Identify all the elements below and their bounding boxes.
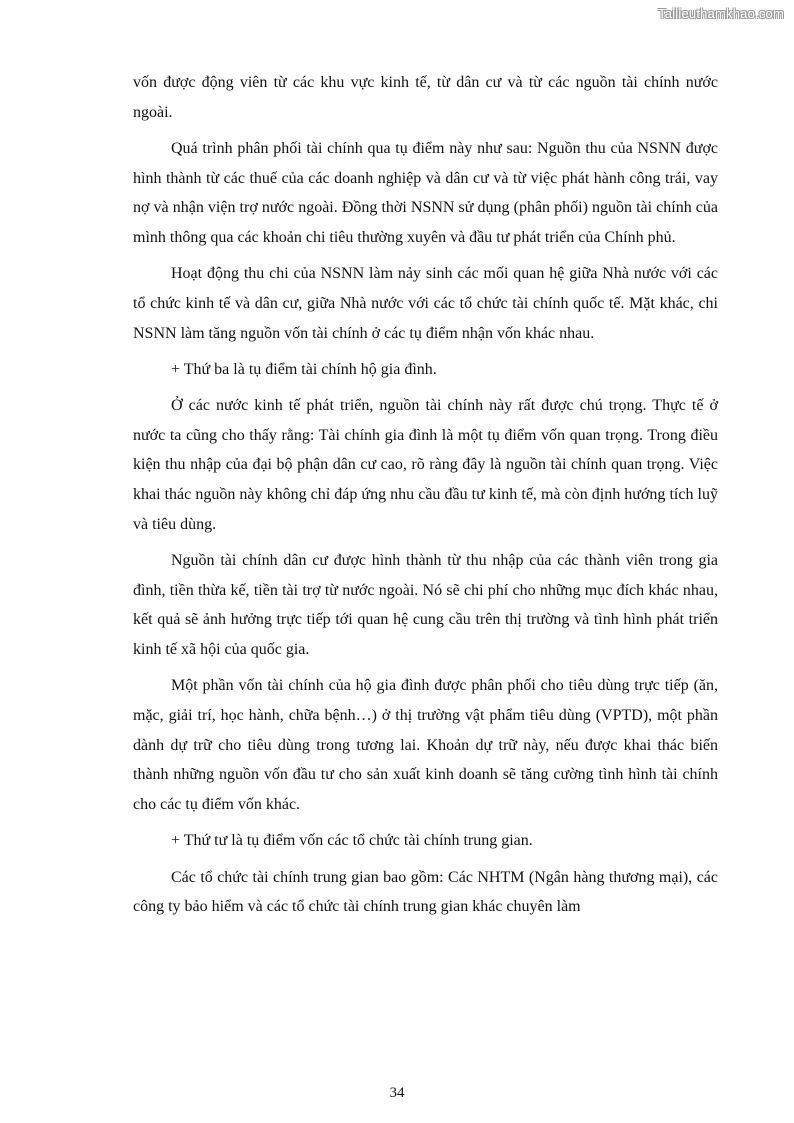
page-number: 34	[389, 1085, 405, 1101]
paragraph-household-finance: Ở các nước kinh tế phát triển, nguồn tài chính này rất được chú trọng. Thực tế ở nước ta cũng cho thấy rằng: Tài chính gia đình là một tụ điểm vốn quan trọng. Trong điều kiện thu nhập của đại bộ phận dân cư cao, rõ ràng đây là nguồn tài chính quan trọng. Việc khai thác nguồn này không chỉ đáp ứng nhu cầu đầu tư kinh tế, mà còn định hướng tích luỹ và tiêu dùng.	[133, 397, 718, 533]
paragraph-heading-fourth-point: + Thứ tư là tụ điểm vốn các tổ chức tài chính trung gian.	[171, 832, 533, 850]
paragraph-distribution-process: Quá trình phân phối tài chính qua tụ điểm này như sau: Nguồn thu của NSNN được hình thành từ các thuế của các doanh nghiệp và dân cư và từ việc phát hành công trái, vay nợ và nhận viện trợ nước ngoài. Đồng thời NSNN sử dụng (phân phối) nguồn tài chính của mình thông qua các khoản chi tiêu thường xuyên và đầu tư phát triển của Chính phủ.	[133, 139, 718, 247]
paragraph-continuation: vốn được động viên từ các khu vực kinh tế, từ dân cư và từ các nguồn tài chính nước ngoài.	[133, 74, 718, 121]
paragraph-nsnn-relations: Hoạt động thu chi của NSNN làm nảy sinh các mối quan hệ giữa Nhà nước với các tổ chức kinh tế và dân cư, giữa Nhà nước với các tổ chức tài chính quốc tế. Mặt khác, chi NSNN làm tăng nguồn vốn tài chính ở các tụ điểm nhận vốn khác nhau.	[133, 265, 718, 342]
paragraph-household-sources: Nguồn tài chính dân cư được hình thành từ thu nhập của các thành viên trong gia đình, tiền thừa kế, tiền tài trợ từ nước ngoài. Nó sẽ chi phí cho những mục đích khác nhau, kết quả sẽ ảnh hưởng trực tiếp tới quan hệ cung cầu trên thị trường và tình hình phát triển kinh tế xã hội của quốc gia.	[133, 552, 718, 659]
paragraph-household-allocation: Một phần vốn tài chính của hộ gia đình được phân phối cho tiêu dùng trực tiếp (ăn, mặc, giải trí, học hành, chữa bệnh…) ở thị trường vật phẩm tiêu dùng (VPTD), một phần dành dự trữ cho tiêu dùng trong tương lai. Khoản dự trữ này, nếu được khai thác biến thành những nguồn vốn đầu tư cho sản xuất kinh doanh sẽ tăng cường tình hình tài chính cho các tụ điểm vốn khác.	[133, 677, 718, 814]
paragraph-heading-third-point: + Thứ ba là tụ điểm tài chính hộ gia đình.	[171, 360, 437, 378]
watermark-text: Tailieuthamkhao.com	[658, 6, 784, 21]
document-body	[133, 68, 718, 928]
paragraph-intermediaries: Các tổ chức tài chính trung gian bao gồm: Các NHTM (Ngân hàng thương mại), các công ty bảo hiểm và các tổ chức tài chính trung gian khác chuyên làm	[133, 868, 718, 916]
